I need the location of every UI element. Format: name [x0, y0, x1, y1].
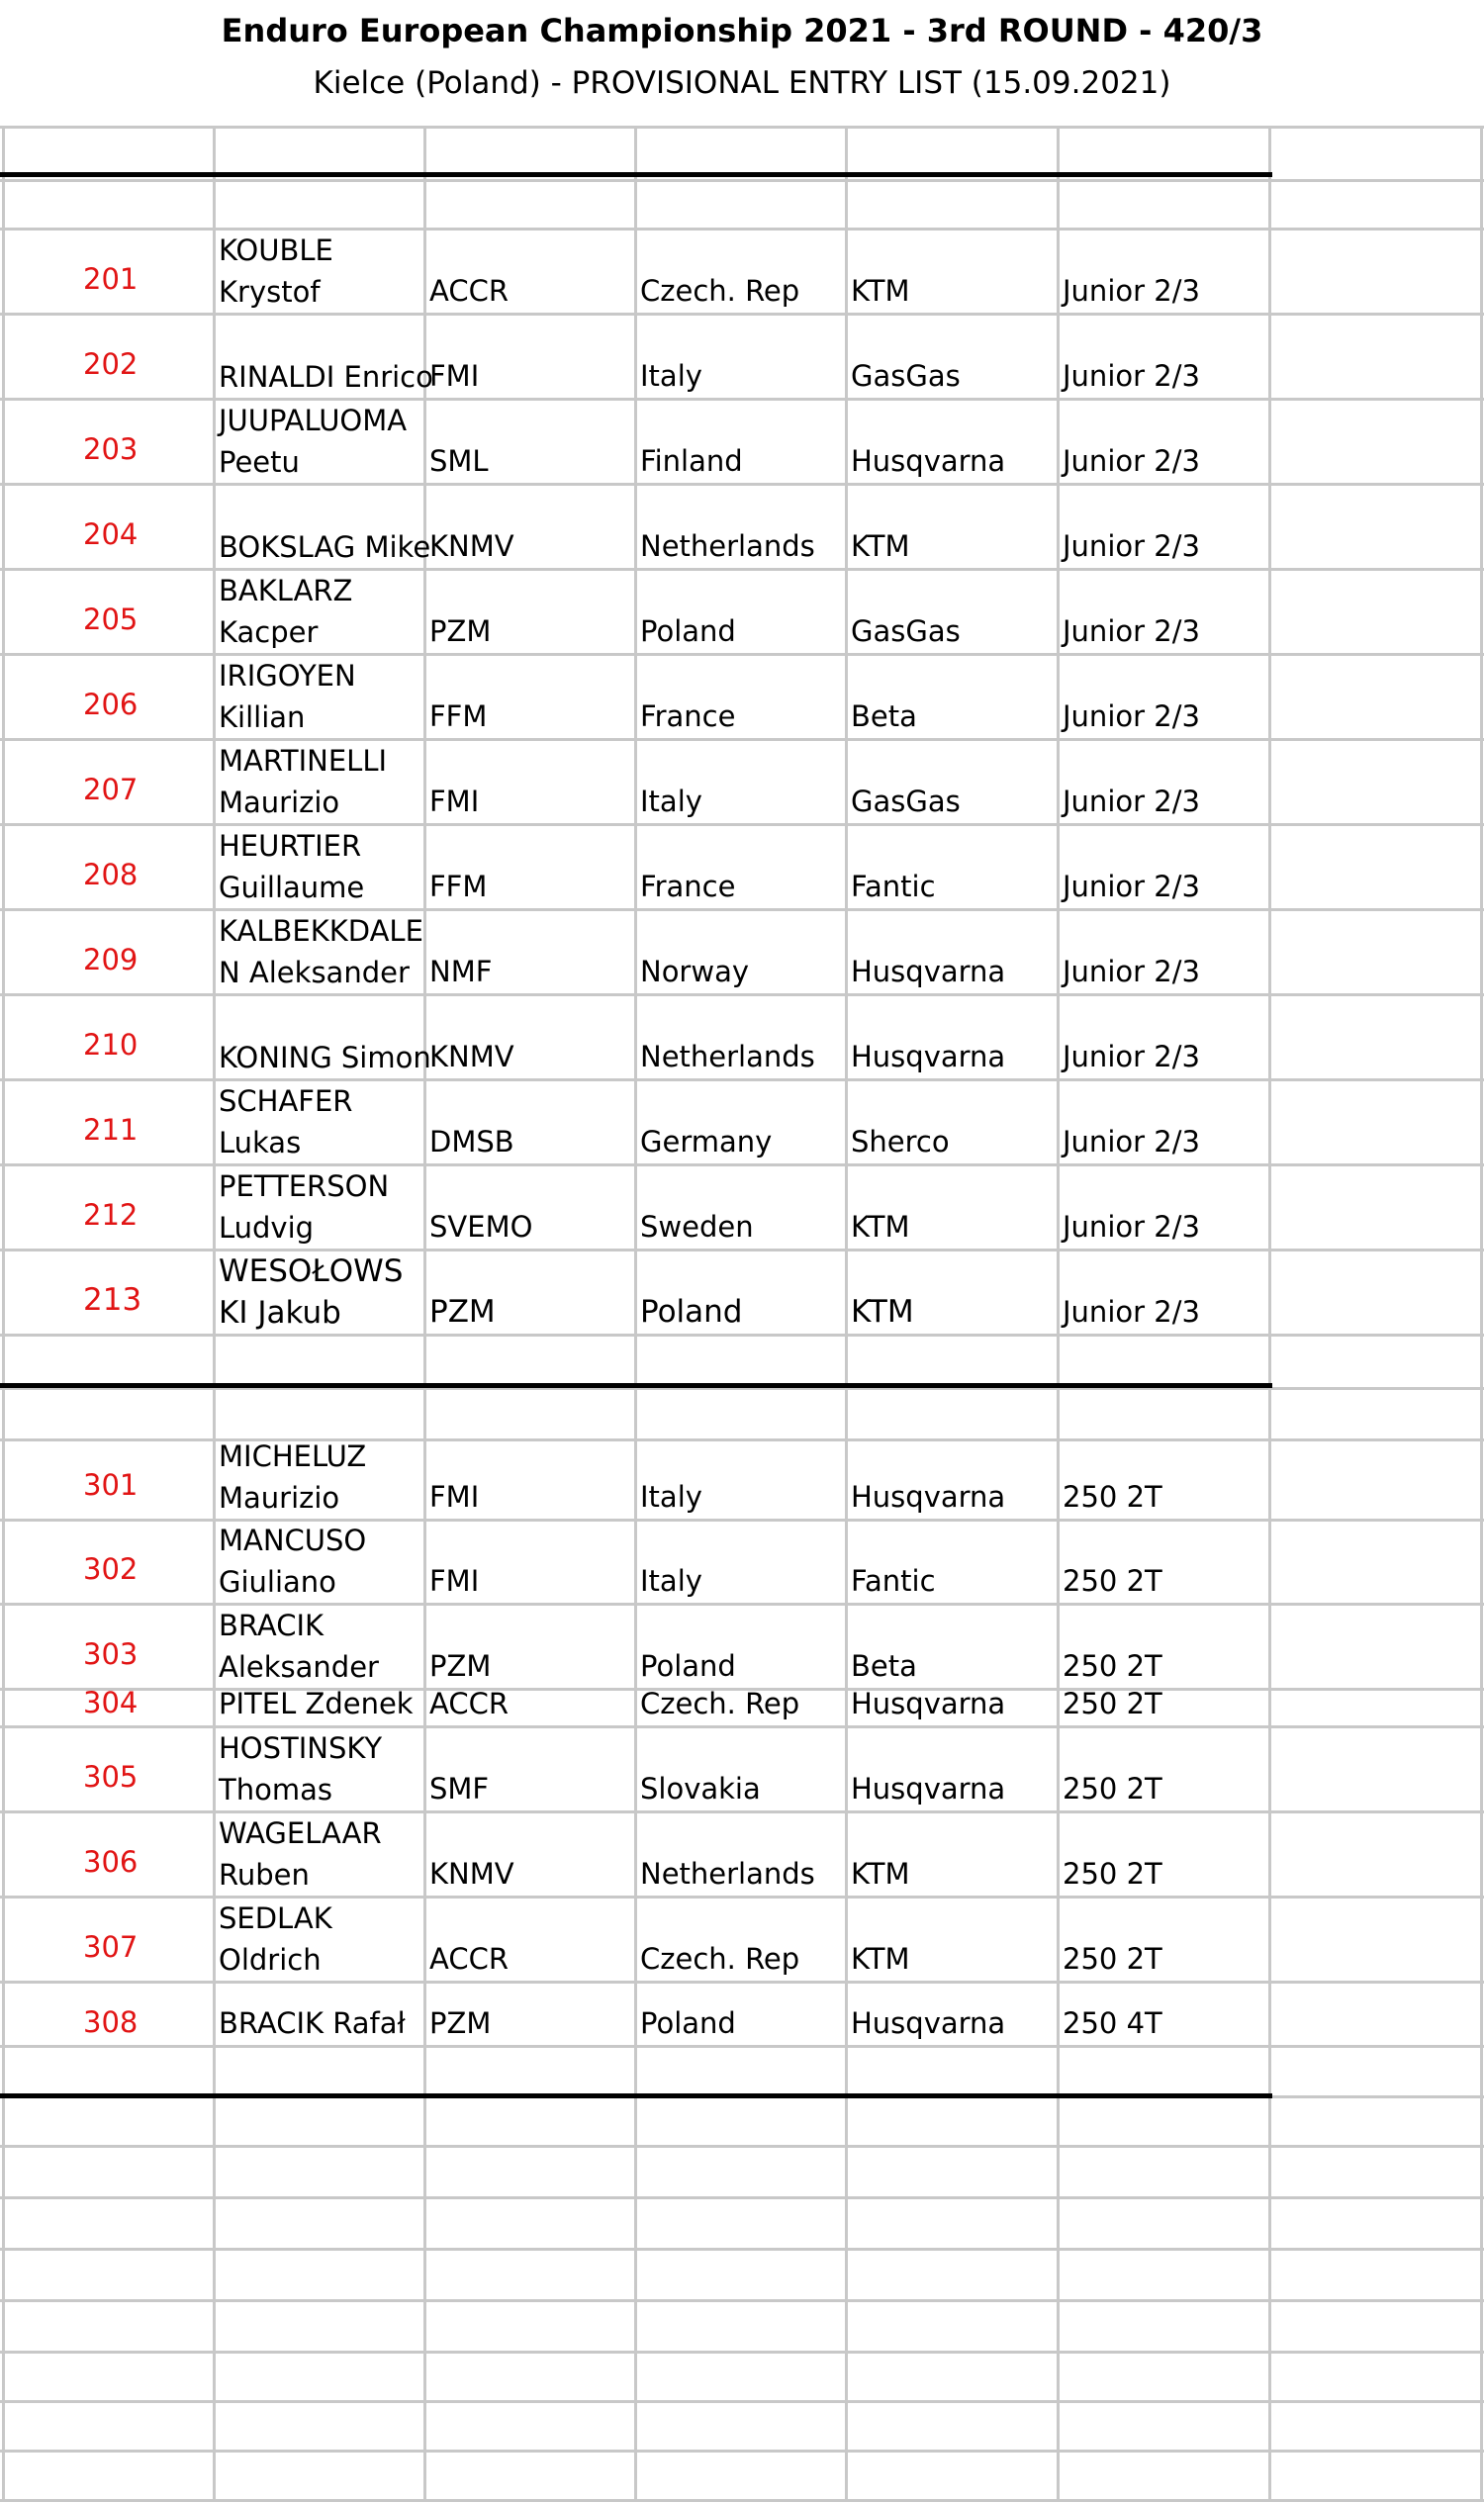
table-row	[0, 570, 1484, 653]
rider-name-line2: PITEL Zdenek	[219, 1687, 414, 1720]
table-row	[0, 1812, 1484, 1896]
rider-name-line1: WAGELAAR	[219, 1816, 382, 1850]
brand-cell: Fantic	[851, 870, 936, 903]
rider-name-line1: MICHELUZ	[219, 1439, 367, 1473]
country-cell: France	[640, 870, 736, 903]
country-cell: Czech. Rep	[640, 274, 800, 308]
rider-name-line1: HEURTIER	[219, 829, 362, 863]
country-cell: Poland	[640, 614, 736, 648]
class-cell: Junior 2/3	[1063, 1295, 1200, 1329]
brand-cell: Husqvarna	[851, 1040, 1006, 1073]
class-cell: Junior 2/3	[1063, 870, 1200, 903]
class-cell: Junior 2/3	[1063, 955, 1200, 988]
brand-cell: Husqvarna	[851, 1687, 1006, 1720]
class-cell: Junior 2/3	[1063, 444, 1200, 478]
country-cell: France	[640, 699, 736, 733]
grid-row-line	[0, 126, 1484, 129]
rider-name-line1: BRACIK	[219, 1609, 325, 1642]
federation-cell: FMI	[429, 359, 480, 393]
table-row	[0, 910, 1484, 993]
rider-name-line1: JUUPALUOMA	[219, 404, 408, 437]
rider-name-line2: Oldrich	[219, 1943, 322, 1977]
federation-cell: KNMV	[429, 1040, 514, 1073]
table-row	[0, 1165, 1484, 1249]
table-row	[0, 2007, 1484, 2045]
table-row	[0, 1688, 1484, 1725]
rider-name-line2: Killian	[219, 700, 306, 734]
brand-cell: Husqvarna	[851, 1480, 1006, 1514]
federation-cell: FFM	[429, 870, 488, 903]
table-row	[0, 740, 1484, 823]
rider-name-line2: Maurizio	[219, 786, 340, 819]
rider-number: 213	[83, 1282, 142, 1318]
rider-number: 308	[83, 2005, 139, 2039]
brand-cell: KTM	[851, 529, 910, 563]
table-row	[0, 485, 1484, 568]
brand-cell: Husqvarna	[851, 2006, 1006, 2040]
rider-number: 305	[83, 1760, 139, 1794]
grid-row-line	[0, 2450, 1484, 2453]
federation-cell: SMF	[429, 1772, 490, 1806]
brand-cell: KTM	[851, 1294, 914, 1330]
class-cell: 250 2T	[1063, 1857, 1162, 1891]
rider-name-line2: Krystof	[219, 275, 321, 309]
table-row	[0, 400, 1484, 483]
grid-row-line	[0, 2400, 1484, 2403]
brand-cell: Husqvarna	[851, 444, 1006, 478]
class-cell: 250 2T	[1063, 1942, 1162, 1976]
rider-number: 301	[83, 1468, 139, 1502]
brand-cell: KTM	[851, 1210, 910, 1244]
class-cell: Junior 2/3	[1063, 1210, 1200, 1244]
class-cell: Junior 2/3	[1063, 359, 1200, 393]
rider-name-line1: IRIGOYEN	[219, 659, 356, 693]
country-cell: Netherlands	[640, 529, 815, 563]
federation-cell: SVEMO	[429, 1210, 533, 1244]
federation-cell: PZM	[429, 614, 492, 648]
section-separator	[0, 1383, 1272, 1388]
rider-name-line1: SEDLAK	[219, 1901, 332, 1935]
rider-number: 212	[83, 1198, 139, 1232]
rider-name-line2: Ruben	[219, 1858, 310, 1892]
brand-cell: KTM	[851, 274, 910, 308]
rider-number: 202	[83, 347, 139, 381]
federation-cell: NMF	[429, 955, 493, 988]
grid-row-line	[0, 2351, 1484, 2354]
country-cell: Poland	[640, 1649, 736, 1683]
rider-name-line1: MANCUSO	[219, 1524, 367, 1557]
federation-cell: FMI	[429, 1480, 480, 1514]
brand-cell: Husqvarna	[851, 1772, 1006, 1806]
brand-cell: GasGas	[851, 614, 961, 648]
class-cell: Junior 2/3	[1063, 1125, 1200, 1158]
country-cell: Poland	[640, 2006, 736, 2040]
rider-number: 208	[83, 858, 139, 891]
federation-cell: KNMV	[429, 529, 514, 563]
rider-name-line1: BAKLARZ	[219, 574, 353, 607]
federation-cell: ACCR	[429, 1942, 509, 1976]
rider-name-line2: Ludvig	[219, 1211, 315, 1245]
rider-name-line2: RINALDI Enrico	[219, 360, 433, 394]
class-cell: Junior 2/3	[1063, 274, 1200, 308]
table-row	[0, 1520, 1484, 1603]
federation-cell: ACCR	[429, 1687, 509, 1720]
table-row	[0, 1605, 1484, 1688]
brand-cell: KTM	[851, 1857, 910, 1891]
class-cell: Junior 2/3	[1063, 1040, 1200, 1073]
country-cell: Italy	[640, 1564, 702, 1598]
class-cell: Junior 2/3	[1063, 699, 1200, 733]
federation-cell: SML	[429, 444, 489, 478]
rider-name-line2: Giuliano	[219, 1565, 336, 1599]
rider-number: 203	[83, 432, 139, 466]
rider-name-line2: Guillaume	[219, 871, 365, 904]
federation-cell: FFM	[429, 699, 488, 733]
table-row	[0, 315, 1484, 398]
rider-number: 307	[83, 1930, 139, 1964]
class-cell: 250 2T	[1063, 1480, 1162, 1514]
country-cell: Slovakia	[640, 1772, 761, 1806]
class-cell: Junior 2/3	[1063, 529, 1200, 563]
grid-row-line	[0, 2045, 1484, 2048]
federation-cell: PZM	[429, 1649, 492, 1683]
federation-cell: ACCR	[429, 274, 509, 308]
brand-cell: Sherco	[851, 1125, 950, 1158]
rider-name-line2: Maurizio	[219, 1481, 340, 1515]
brand-cell: GasGas	[851, 785, 961, 818]
rider-name-line2: KI Jakub	[219, 1295, 341, 1331]
country-cell: Sweden	[640, 1210, 754, 1244]
grid-row-line	[0, 179, 1484, 182]
rider-name-line1: KALBEKKDALE	[219, 914, 423, 948]
table-row	[0, 1727, 1484, 1810]
brand-cell: Husqvarna	[851, 955, 1006, 988]
grid-row-line	[0, 2248, 1484, 2251]
table-row	[0, 995, 1484, 1078]
grid-row-line	[0, 2145, 1484, 2148]
table-row	[0, 655, 1484, 738]
federation-cell: DMSB	[429, 1125, 514, 1158]
rider-name-line1: HOSTINSKY	[219, 1731, 383, 1765]
rider-name-line1: WESOŁOWS	[219, 1253, 404, 1289]
class-cell: 250 2T	[1063, 1564, 1162, 1598]
class-cell: 250 2T	[1063, 1649, 1162, 1683]
rider-name-line1: MARTINELLI	[219, 744, 388, 778]
rider-name-line2: Aleksander	[219, 1650, 379, 1684]
rider-name-line1: KOUBLE	[219, 233, 333, 267]
federation-cell: PZM	[429, 2006, 492, 2040]
table-row	[0, 1251, 1484, 1334]
rider-number: 207	[83, 773, 139, 806]
class-cell: Junior 2/3	[1063, 785, 1200, 818]
rider-name-line1: SCHAFER	[219, 1084, 353, 1118]
federation-cell: KNMV	[429, 1857, 514, 1891]
rider-name-line2: BRACIK Rafał	[219, 2006, 406, 2040]
brand-cell: GasGas	[851, 359, 961, 393]
table-row	[0, 230, 1484, 313]
rider-number: 303	[83, 1637, 139, 1671]
rider-name-line2: Lukas	[219, 1126, 302, 1159]
country-cell: Poland	[640, 1294, 743, 1330]
country-cell: Norway	[640, 955, 750, 988]
rider-number: 306	[83, 1845, 139, 1879]
rider-name-line2: Peetu	[219, 445, 300, 479]
federation-cell: FMI	[429, 1564, 480, 1598]
class-cell: 250 4T	[1063, 2006, 1162, 2040]
rider-number: 205	[83, 602, 139, 636]
rider-number: 302	[83, 1552, 139, 1586]
country-cell: Netherlands	[640, 1857, 815, 1891]
rider-number: 304	[83, 1686, 139, 1719]
federation-cell: PZM	[429, 1294, 496, 1330]
country-cell: Italy	[640, 1480, 702, 1514]
rider-name-line2: Thomas	[219, 1773, 332, 1807]
page-title: Enduro European Championship 2021 - 3rd ROUND - 420/3	[221, 12, 1263, 49]
section-separator	[0, 2093, 1272, 2098]
table-row	[0, 825, 1484, 908]
rider-name-line2: N Aleksander	[219, 956, 410, 989]
country-cell: Czech. Rep	[640, 1942, 800, 1976]
table-row	[0, 1080, 1484, 1163]
rider-name-line2: KONING Simon	[219, 1041, 431, 1074]
rider-number: 210	[83, 1028, 139, 1062]
rider-number: 209	[83, 943, 139, 976]
grid-row-line	[0, 2196, 1484, 2199]
table-row	[0, 1898, 1484, 1981]
rider-number: 201	[83, 262, 139, 296]
country-cell: Finland	[640, 444, 743, 478]
grid-row-line	[0, 2299, 1484, 2302]
brand-cell: KTM	[851, 1942, 910, 1976]
page-subtitle: Kielce (Poland) - PROVISIONAL ENTRY LIST (15.09.2021)	[313, 65, 1171, 101]
country-cell: Italy	[640, 785, 702, 818]
rider-name-line2: BOKSLAG Mike	[219, 530, 431, 564]
class-cell: 250 2T	[1063, 1687, 1162, 1720]
brand-cell: Fantic	[851, 1564, 936, 1598]
section-separator	[0, 172, 1272, 177]
class-cell: Junior 2/3	[1063, 614, 1200, 648]
rider-number: 204	[83, 517, 139, 551]
class-cell: 250 2T	[1063, 1772, 1162, 1806]
rider-number: 206	[83, 688, 139, 721]
rider-name-line2: Kacper	[219, 615, 319, 649]
country-cell: Czech. Rep	[640, 1687, 800, 1720]
country-cell: Italy	[640, 359, 702, 393]
rider-name-line1: PETTERSON	[219, 1169, 390, 1203]
country-cell: Netherlands	[640, 1040, 815, 1073]
rider-number: 211	[83, 1113, 139, 1147]
federation-cell: FMI	[429, 785, 480, 818]
country-cell: Germany	[640, 1125, 773, 1158]
brand-cell: Beta	[851, 1649, 917, 1683]
table-row	[0, 1436, 1484, 1519]
brand-cell: Beta	[851, 699, 917, 733]
